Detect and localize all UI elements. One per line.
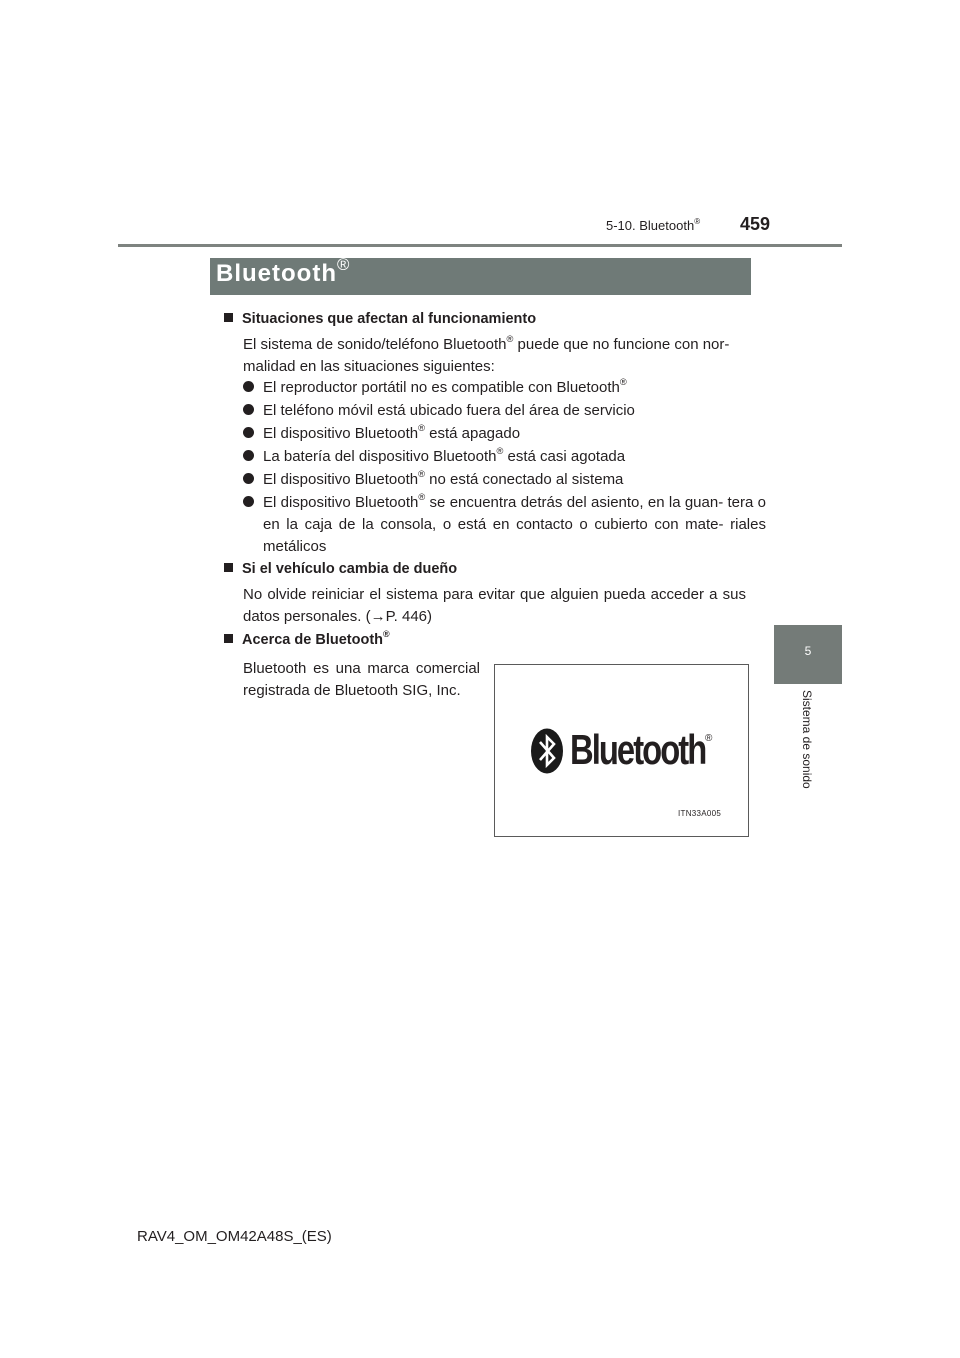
subheading-dueno <box>224 561 457 577</box>
bullet-text-a: El dispositivo Bluetooth <box>263 494 419 511</box>
bullet-dot-icon <box>243 404 254 415</box>
arrow-right-icon: → <box>370 608 386 625</box>
bullet-item <box>243 377 766 399</box>
intro-text-c: malidad en las situaciones siguientes: <box>243 358 495 375</box>
bullet-text-b: está apagado <box>424 425 521 442</box>
reg-mark: ® <box>506 334 514 345</box>
intro-text-b: puede que no funcione con nor- <box>513 336 730 353</box>
subheading-acerca <box>224 629 390 648</box>
section-title <box>216 255 351 288</box>
bullet-item <box>243 400 766 422</box>
chapter-number: 5 <box>804 644 812 658</box>
bullet-text-a: El dispositivo Bluetooth <box>263 425 419 442</box>
bullet-dot-icon <box>243 381 254 392</box>
section-title-reg: ® <box>336 255 351 275</box>
bullet-text: El reproductor portátil no es compatible con Bluetooth <box>263 379 620 396</box>
paragraph-dueno <box>243 584 746 628</box>
square-bullet-icon <box>224 634 233 643</box>
header-section-text: 5-10. Bluetooth <box>606 218 695 233</box>
bullet-item <box>243 446 766 468</box>
subheading-text: Situaciones que afectan al funcionamiento <box>242 311 537 327</box>
chapter-title: Sistema de sonido <box>800 690 814 789</box>
bluetooth-wordmark: Bluetooth <box>570 726 706 773</box>
header-reg-mark: ® <box>694 216 701 226</box>
bullet-item <box>243 469 766 491</box>
bullet-dot-icon <box>243 496 254 507</box>
reg-mark: ® <box>383 629 390 640</box>
subheading-text: Acerca de Bluetooth <box>242 632 383 648</box>
bullet-dot-icon <box>243 450 254 461</box>
footer-doc-code: RAV4_OM_OM42A48S_(ES) <box>137 1228 332 1245</box>
reg-mark: ® <box>418 469 425 480</box>
bullet-dot-icon <box>243 427 254 438</box>
page-number: 459 <box>740 214 771 234</box>
paragraph-acerca: Bluetooth es una marca comercial registrada de Bluetooth SIG, Inc. <box>243 660 480 699</box>
running-header-section <box>606 218 700 233</box>
bullet-text: El teléfono móvil está ubicado fuera del área de servicio <box>263 402 635 419</box>
bullet-text-a: El dispositivo Bluetooth <box>263 471 419 488</box>
reg-mark: ® <box>418 492 426 503</box>
subheading-situaciones <box>224 311 536 327</box>
paragraph-intro <box>243 334 746 378</box>
bullet-dot-icon <box>243 473 254 484</box>
reg-mark: ® <box>619 377 627 388</box>
reg-mark: ® <box>496 446 504 457</box>
square-bullet-icon <box>224 563 233 572</box>
reg-mark: ® <box>418 423 425 434</box>
bullet-item <box>243 492 766 558</box>
figure-code: ITN33A005 <box>678 809 722 818</box>
paragraph-text-a: No olvide reiniciar el sistema para evitar que alguien pueda acceder a sus datos personales. ( <box>243 586 746 625</box>
bluetooth-rune-icon <box>530 728 564 774</box>
bullet-text-a: La batería del dispositivo Bluetooth <box>263 448 497 465</box>
bullet-text-b: está casi agotada <box>503 448 626 465</box>
square-bullet-icon <box>224 313 233 322</box>
bullet-item <box>243 423 766 445</box>
bullet-text-b: no está conectado al sistema <box>424 471 624 488</box>
header-divider <box>118 244 842 247</box>
intro-text-a: El sistema de sonido/teléfono Bluetooth <box>243 336 507 353</box>
subheading-text: Si el vehículo cambia de dueño <box>242 561 458 577</box>
paragraph-text-b: P. 446) <box>385 608 433 625</box>
logo-reg-mark: ® <box>705 733 713 744</box>
section-title-text: Bluetooth <box>216 260 337 287</box>
bullet-text-b: se encuentra detrás del asiento, en la guan- tera o en la caja de la consola, o está en contacto o cubierto con mate- riales metálicos <box>263 494 767 555</box>
